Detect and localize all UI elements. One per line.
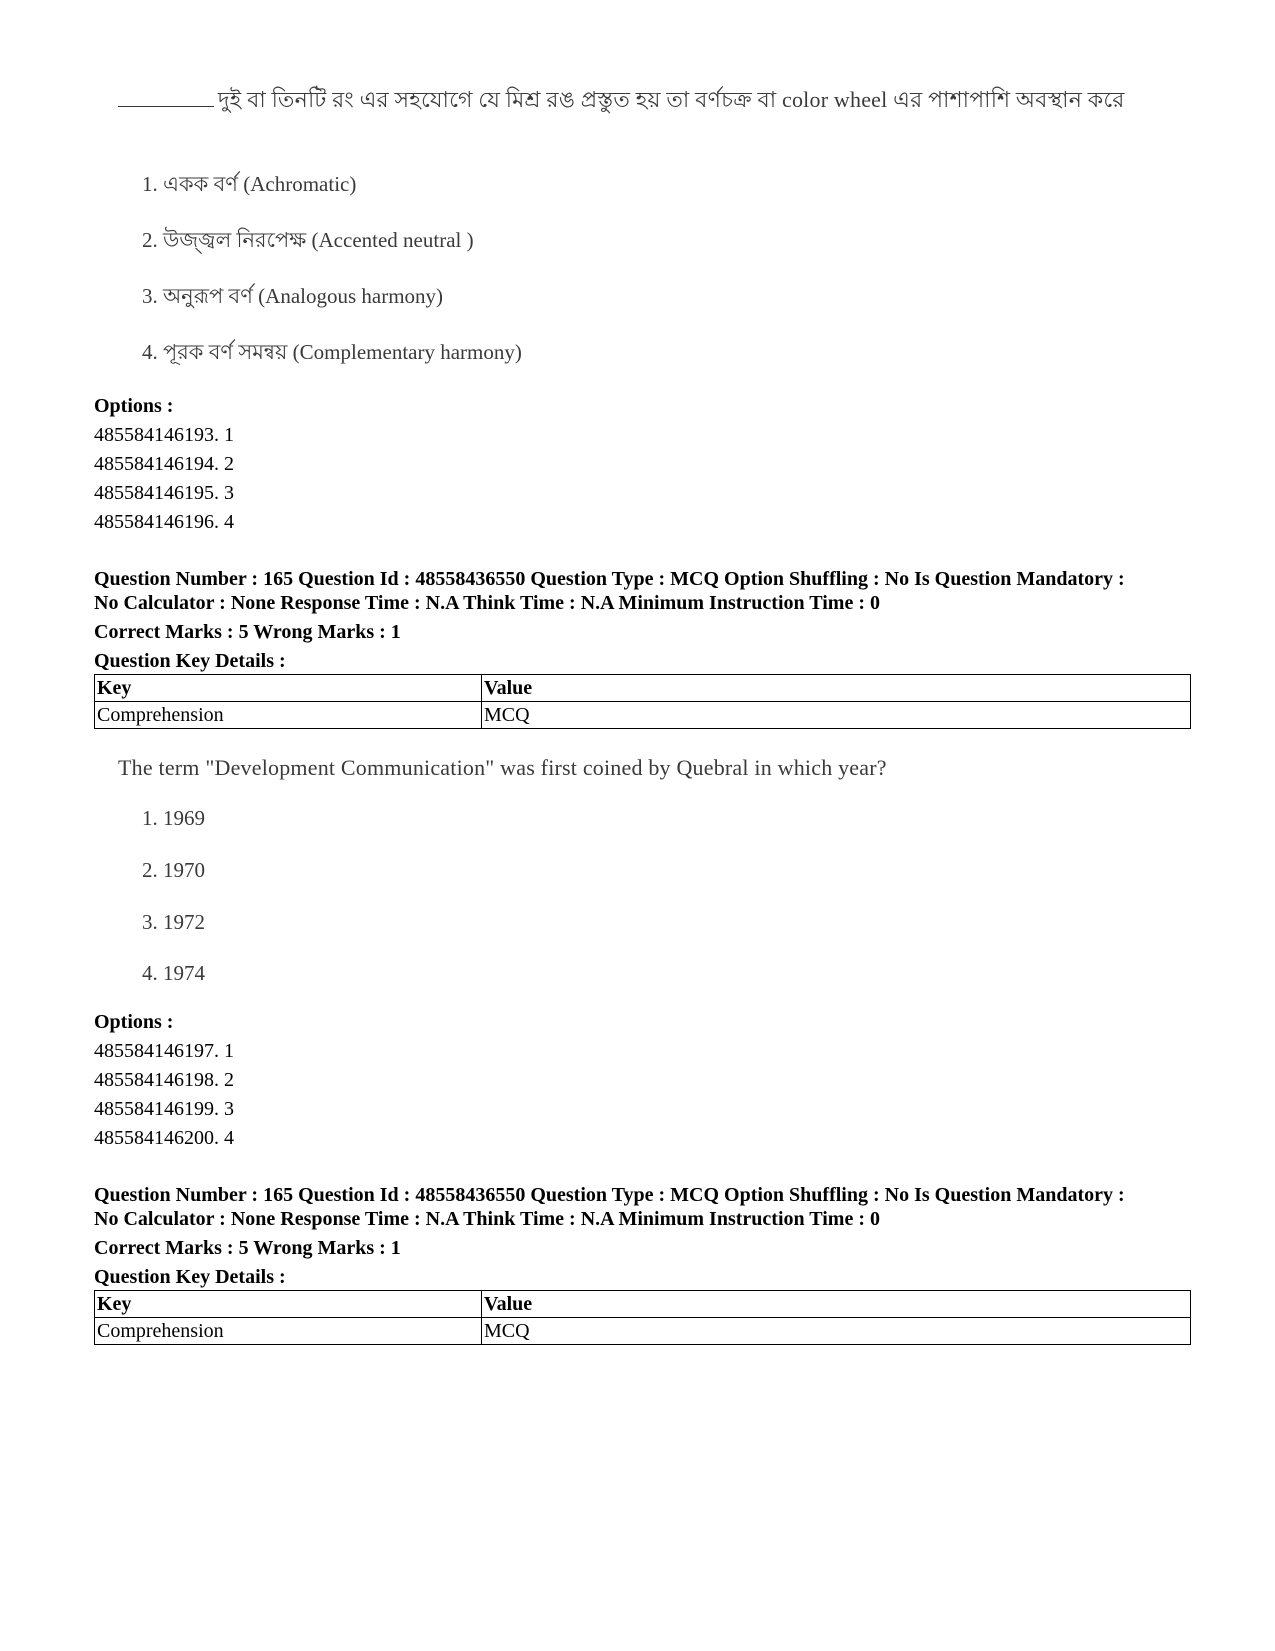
option-item: 485584146198. 2 [94, 1069, 234, 1091]
table-header-value: Value [482, 675, 1191, 702]
marks-line: Correct Marks : 5 Wrong Marks : 1 [94, 621, 401, 643]
question-stem: The term "Development Communication" was first coined by Quebral in which year? [118, 755, 887, 780]
choice-4: 4. পূরক বর্ণ সমন্বয় (Complementary harmony) [142, 340, 522, 364]
option-item: 485584146193. 1 [94, 424, 234, 446]
option-item: 485584146199. 3 [94, 1098, 234, 1120]
question-image-english [118, 752, 1138, 1002]
choice-3: 3. 1972 [142, 910, 205, 934]
table-cell-value: MCQ [482, 702, 1191, 729]
table-header-row [95, 675, 1191, 702]
table-header-value: Value [482, 1291, 1191, 1318]
question-meta [94, 1183, 1204, 1289]
table-header-row [95, 1291, 1191, 1318]
question-stem [118, 84, 1138, 116]
option-item: 485584146196. 4 [94, 511, 234, 533]
key-details-table [94, 674, 1191, 729]
options-header: Options : [94, 1011, 174, 1033]
options-list [94, 392, 234, 537]
fill-blank [118, 86, 214, 107]
table-row [95, 1318, 1191, 1345]
key-details-table [94, 1290, 1191, 1345]
table-cell-key: Comprehension [95, 1318, 482, 1345]
choice-3: 3. অনুরূপ বর্ণ (Analogous harmony) [142, 284, 444, 308]
marks-line: Correct Marks : 5 Wrong Marks : 1 [94, 1237, 401, 1259]
meta-line-2: No Calculator : None Response Time : N.A Think Time : N.A Minimum Instruction Time : 0 [94, 1208, 880, 1230]
options-list [94, 1008, 234, 1153]
table-row [95, 702, 1191, 729]
option-item: 485584146200. 4 [94, 1127, 234, 1149]
choice-1: 1. একক বর্ণ (Achromatic) [142, 172, 357, 196]
choice-1: 1. 1969 [142, 806, 205, 830]
meta-line-2: No Calculator : None Response Time : N.A Think Time : N.A Minimum Instruction Time : 0 [94, 592, 880, 614]
options-header: Options : [94, 395, 174, 417]
meta-line-1: Question Number : 165 Question Id : 48558436550 Question Type : MCQ Option Shuffling : No Is Question Mandatory : [94, 568, 1125, 590]
table-cell-value: MCQ [482, 1318, 1191, 1345]
table-header-key: Key [95, 1291, 482, 1318]
meta-line-1: Question Number : 165 Question Id : 48558436550 Question Type : MCQ Option Shuffling : No Is Question Mandatory : [94, 1184, 1125, 1206]
key-details-heading: Question Key Details : [94, 650, 286, 672]
question-image-bengali [118, 84, 1138, 384]
choice-4: 4. 1974 [142, 961, 205, 985]
option-item: 485584146195. 3 [94, 482, 234, 504]
table-header-key: Key [95, 675, 482, 702]
choice-2: 2. উজ্জ্বল নিরপেক্ষ (Accented neutral ) [142, 228, 474, 252]
question-stem-text: দুই বা তিনটি রং এর সহযোগে যে মিশ্র রঙ প্রস্তুত হয় তা বর্ণচক্র বা color wheel এর পাশাপাশি অবস্থান করে [218, 87, 1125, 112]
option-item: 485584146194. 2 [94, 453, 234, 475]
table-cell-key: Comprehension [95, 702, 482, 729]
option-item: 485584146197. 1 [94, 1040, 234, 1062]
question-meta [94, 567, 1204, 673]
key-details-heading: Question Key Details : [94, 1266, 286, 1288]
choice-2: 2. 1970 [142, 858, 205, 882]
